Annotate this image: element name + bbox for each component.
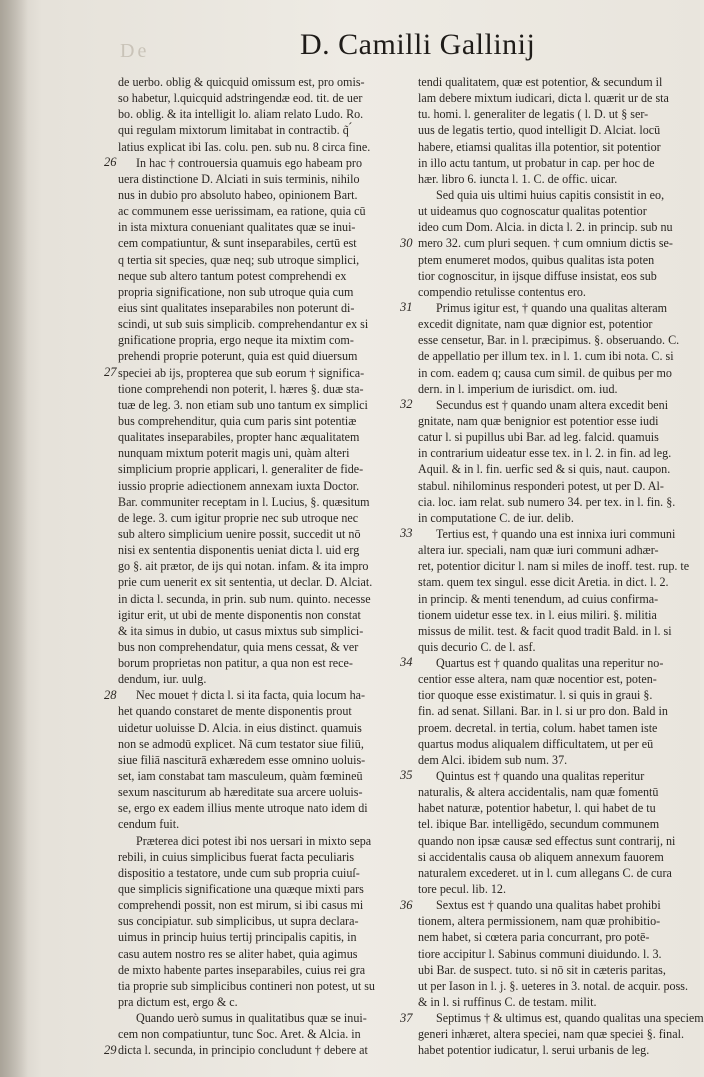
text-line: Primus igitur est, † quando una qualitas alteram <box>436 300 668 315</box>
text-line: speciei ab ijs, propterea que sub eorum † significa- <box>118 365 365 380</box>
text-line: lam debere mixtum iudicari, dicta l. quærit ur de sta <box>418 91 669 106</box>
text-line: excedit dignitate, nam quæ dignior est, potentior <box>418 317 653 332</box>
text-line: Tertius est, † quando una est innixa iuri communi <box>436 526 676 541</box>
text-line: in dicta l. secunda, in prin. sub num. quinto. necesse <box>118 591 371 606</box>
text-line: in contrarium uideatur esse tex. in l. 2. in fin. ad leg. <box>418 446 672 461</box>
text-line: ac communem esse uerissimam, ea ratione, quia cū <box>118 204 366 219</box>
text-line: tore pecul. lib. 12. <box>418 882 506 897</box>
text-line: uidetur uoluisse D. Alcia. in eius distinct. quamuis <box>118 720 362 735</box>
text-line: in illo actu tantum, ut probatur in cap. per hoc de <box>418 155 655 170</box>
text-line: rebili, in cuius simplicibus fuerat facta peculiaris <box>118 849 355 864</box>
text-line: de lege. 3. cum igitur proprie nec sub utroque nec <box>118 510 359 525</box>
text-line: mero 32. cum pluri sequen. † cum omnium dictis se- <box>418 236 673 251</box>
text-line: propria significatione, non sub utroque quia cum <box>118 284 354 299</box>
text-line: ptem enumeret modos, quibus qualitas ista poten <box>418 252 655 267</box>
text-line: tione comprehendi non poterit, l. hæres §. duæ sta- <box>118 381 364 396</box>
text-line: borum proprietas non patitur, a qua non est rece- <box>118 656 353 671</box>
text-line: bus comprehenditur, quia cum paris sint potentiæ <box>118 413 357 428</box>
text-line: habet naturæ, potentior habetur, l. qui habet de tu <box>418 801 656 816</box>
text-line: dern. in l. imperium de iurisdict. om. iud. <box>418 381 618 396</box>
text-line: de uerbo. oblig & quicquid omissum est, pro omis- <box>118 75 365 89</box>
text-line: nem habet, si cœtera paria concurrant, pro potē- <box>418 930 650 945</box>
text-line: Quintus est † quando una qualitas reperitur <box>436 769 645 784</box>
text-line: hær. libro 6. iuncta l. 1. C. de offic. uicar. <box>418 171 618 186</box>
text-line: sub altero simplicium uenire possit, succedit ut nō <box>118 526 361 541</box>
text-line: uimus in princip huius tertij principalis capitis, in <box>118 930 357 945</box>
left-text-column <box>118 74 406 1059</box>
text-line: Quando uerò sumus in qualitatibus quæ se inui- <box>136 1011 367 1026</box>
bleed-through-text: De <box>120 40 150 62</box>
text-line: uus de legatis tertio, quod intelligit D. Alciat. locū <box>418 123 661 138</box>
text-line: proem. decretal. in tertia, colum. habet tamen iste <box>418 720 658 735</box>
running-title: D. Camilli Gallinij <box>300 28 536 61</box>
text-line: sexum nasciturum ab hæreditate sua arcere uoluis- <box>118 785 363 800</box>
text-line: non se admodū explicet. Nā cum testator siue filiū, <box>118 736 364 751</box>
text-line: missus de milit. test. & facit quod tradit Bald. in l. si <box>418 623 672 638</box>
text-line: quando non ipsæ causæ sed effectus sunt contrarij, ni <box>418 833 676 848</box>
text-line: habere, etiamsi qualitas illa potentior, sit potentior <box>418 139 661 154</box>
text-line: set, iam constabat tam masculeum, quàm fœmineū <box>118 769 363 784</box>
text-line: prehendi proprie poterunt, quia est quid diuersum <box>118 349 358 364</box>
text-line: naturalem excederet. ut in l. cum allegans C. de cura <box>418 865 672 880</box>
text-line: ret, potentior dicitur l. nam si miles de inoff. test. rup. te <box>418 559 690 574</box>
text-line: gnitate, nam quæ benignior est potentior esse iudi <box>418 413 659 428</box>
text-line: igitur erit, ut ubi de mente disponentis non constat <box>118 607 361 622</box>
text-line: tia proprie sub simplicibus contineri non potest, ut su <box>118 978 375 993</box>
text-line: Aquil. & in l. fin. uerfic sed & si quis, naut. caupon. <box>418 462 671 477</box>
text-line: cendum fuit. <box>118 817 180 832</box>
text-line: compendio retulisse contentus ero. <box>418 284 586 299</box>
text-line: cia. loc. iam relat. sub numero 34. per tex. in l. fin. §. <box>418 494 676 509</box>
text-line: generi inhæret, altera speciei, nam quæ speciei §. final. <box>418 1027 684 1042</box>
text-line: de appellatio per illum tex. in l. 1. cum ibi nota. C. si <box>418 349 674 364</box>
text-line: altera iur. speciali, nam quæ iuri communi adhær- <box>418 543 659 558</box>
text-line: go §. ait prætor, de ijs qui notan. infam. & ita impro <box>118 559 369 574</box>
text-line: tel. ibique Bar. intelligēdo, secundum communem <box>418 817 660 832</box>
margin-number: 36 <box>400 897 413 912</box>
text-line: qui regulam mixtorum limitabat in contractib. q̃ ́ <box>118 123 352 138</box>
text-line: habet potentior iudicatur, l. serui urbanis de leg. <box>418 1043 650 1058</box>
text-line: Secundus est † quando unam altera excedit beni <box>436 397 669 412</box>
text-line: in computatione C. de iur. delib. <box>418 510 574 525</box>
margin-number: 33 <box>400 526 413 541</box>
text-line: naturalis, & altera accidentalis, nam quæ fomentū <box>418 785 659 800</box>
text-line: & ita simus in dubio, ut casus mixtus sub simplici- <box>118 623 364 638</box>
text-line: sus concipiatur. sub simplicibus, ut supra declara- <box>118 914 359 929</box>
text-line: tionem uidetur esse tex. in l. eius miliri. §. militia <box>418 607 657 622</box>
text-line: pra dictum est, ergo & c. <box>118 995 238 1010</box>
text-line: dendum, iur. uulg. <box>118 672 207 687</box>
text-line: iussio proprie adiectionem annexam iuxta Doctor. <box>118 478 360 493</box>
text-line: dem Alci. ibidem sub num. 37. <box>418 752 568 767</box>
text-line: tuæ de leg. 3. non etiam sub uno tantum ex simplici <box>118 397 368 412</box>
text-line: tior cognoscitur, in ijsque diffuse insistat, eos sub <box>418 268 657 283</box>
text-line: ideo cum Dom. Alcia. in dicta l. 2. in princip. sub nu <box>418 220 673 235</box>
text-line: qualitates inseparabiles, propter hanc æqualitatem <box>118 430 360 445</box>
text-line: de mixto habente partes inseparabiles, cuius rei gra <box>118 962 366 977</box>
text-line: bus non comprehendatur, quia mens cessat, & ver <box>118 639 359 654</box>
text-line: tionem, altera permissionem, nam quæ prohibitio- <box>418 914 661 929</box>
text-line: scindi, ut sub suis simplicib. comprehendantur ex si <box>118 317 369 332</box>
margin-number: 28 <box>104 687 117 702</box>
text-line: casu autem nostro res se aliter habet, quia agimus <box>118 946 358 961</box>
text-line: stam. quem tex singul. esse dicit Aretia. in dict. l. 2. <box>418 575 669 590</box>
text-line: cem non compatiuntur, tunc Soc. Aret. & Alcia. in <box>118 1027 361 1042</box>
text-line: tendi qualitatem, quæ est potentior, & secundum il <box>418 75 663 89</box>
text-line: uera distinctione D. Alciati in suis terminis, nihilo <box>118 171 360 186</box>
gutter-shadow <box>0 0 28 1077</box>
text-line: stabul. nihilominus responderi potest, ut per D. Al- <box>418 478 664 493</box>
text-line: centior esse altera, nam quæ nocentior est, poten- <box>418 672 657 687</box>
text-line: dispositio a testatore, unde cum sub propria cuiuſ- <box>118 865 360 880</box>
text-line: nus in dubio pro absoluto habeo, opinionem Bart. <box>118 187 358 202</box>
text-line: que simplicis significatione una quæque mixti pars <box>118 882 364 897</box>
text-line: nunquam mixtum poterit magis uni, quàm alteri <box>118 446 350 461</box>
text-line: comprehendi possit, non est mirum, si ibi casus mi <box>118 898 364 913</box>
text-line: tiore accipitur l. Sabinus communi diuidundo. l. 3. <box>418 946 662 961</box>
text-line: cem compatiuntur, & sunt inseparabiles, certū est <box>118 236 357 251</box>
text-line: catur l. si pupillus ubi Bar. ad leg. falcid. quamuis <box>418 430 659 445</box>
margin-number: 30 <box>400 235 413 250</box>
text-line: Sextus est † quando una qualitas habet prohibi <box>436 898 661 913</box>
margin-number: 34 <box>400 655 413 670</box>
margin-number: 37 <box>400 1010 413 1025</box>
margin-number: 31 <box>400 300 413 315</box>
text-line: q tertia sit species, quæ neq; sub utroque simplici, <box>118 252 360 267</box>
text-line: Sed quia uis ultimi huius capitis consistit in eo, <box>436 187 665 202</box>
margin-number: 35 <box>400 768 413 783</box>
text-line: so habetur, l.quicquid adstringendæ eod. tit. de uer <box>118 91 363 106</box>
text-line: Quartus est † quando qualitas una reperitur no- <box>436 656 664 671</box>
text-line: fin. ad senat. Sillani. Bar. in l. si ur pro don. Bald in <box>418 704 668 719</box>
text-line: tior quoque esse existimatur. l. si quis in graui §. <box>418 688 653 703</box>
text-line: simplicium proprie applicari, l. generaliter de fide- <box>118 462 364 477</box>
text-line: esse censetur, Bar. in l. præcipimus. §. obseruando. C. <box>418 333 680 348</box>
text-line: ut per Iason in l. j. §. ueteres in 3. notal. de acquir. poss. <box>418 978 689 993</box>
right-text-column <box>418 74 704 1059</box>
text-line: nisi ex sententia disponentis ueniat dicta l. uid erg <box>118 543 360 558</box>
text-line: ut uideamus quo cognoscatur qualitas potentior <box>418 204 647 219</box>
text-line: in com. eadem q; causa cum simil. de quibus per mo <box>418 365 672 380</box>
text-line: gnificatione propria, ergo neque ita mixtim com- <box>118 333 354 348</box>
text-line: siue filiā nasciturā exhæredem esse omnino uoluis- <box>118 752 366 767</box>
text-line: In hac † controuersia quamuis ego habeam pro <box>136 155 363 170</box>
text-line: Nec mouet † dicta l. si ita facta, quia locum ha- <box>136 688 366 703</box>
text-line: dicta l. secunda, in principio concludunt † debere at <box>118 1043 368 1058</box>
margin-number: 32 <box>400 397 413 411</box>
text-line: in ista mixtura conueniant qualitates quæ se inui- <box>118 220 356 235</box>
text-line: se, ergo ex eadem illius mente utroque nato idem di <box>118 801 368 816</box>
text-line: het quando constaret de mente disponentis prout <box>118 704 352 719</box>
text-line: neque sub altero tantum potest comprehendi ex <box>118 268 347 283</box>
text-line: quis decurio C. de l. asf. <box>418 639 536 654</box>
text-line: latius explicat ibi Ias. colu. pen. sub nu. 8 circa fine. <box>118 139 371 154</box>
text-line: quartus modus aliqualem difficultatem, ut per eū <box>418 736 654 751</box>
margin-number: 29 <box>104 1043 117 1057</box>
text-line: Septimus † & ultimus est, quando qualitas una speciem <box>436 1011 704 1026</box>
text-line: eius sint qualitates inseparabiles non poterunt di- <box>118 300 355 315</box>
text-line: si accidentalis causa ob aliquem annexum fauorem <box>418 849 664 864</box>
text-line: in princip. & menti tenendum, ad cuius confirma- <box>418 591 659 606</box>
text-line: Bar. communiter receptam in l. Lucius, §. quæsitum <box>118 494 370 509</box>
text-line: prie cum uenerit ex sit sententia, ut declar. D. Alciat. <box>118 575 373 590</box>
text-line: tu. homi. l. generaliter de legatis ( l. D. ut § ser- <box>418 107 649 122</box>
margin-number: 26 <box>104 154 117 169</box>
margin-number: 27 <box>104 364 117 379</box>
text-line: ubi Bar. de suspect. tuto. si nō sit in cæteris paritas, <box>418 962 666 977</box>
text-line: & in l. si ruffinus C. de testam. milit. <box>418 995 597 1010</box>
text-line: Præterea dici potest ibi nos uersari in mixto sepa <box>136 833 372 848</box>
text-line: bo. oblig. & ita intelligit lo. aliam relato Ludo. Ro. <box>118 107 364 122</box>
